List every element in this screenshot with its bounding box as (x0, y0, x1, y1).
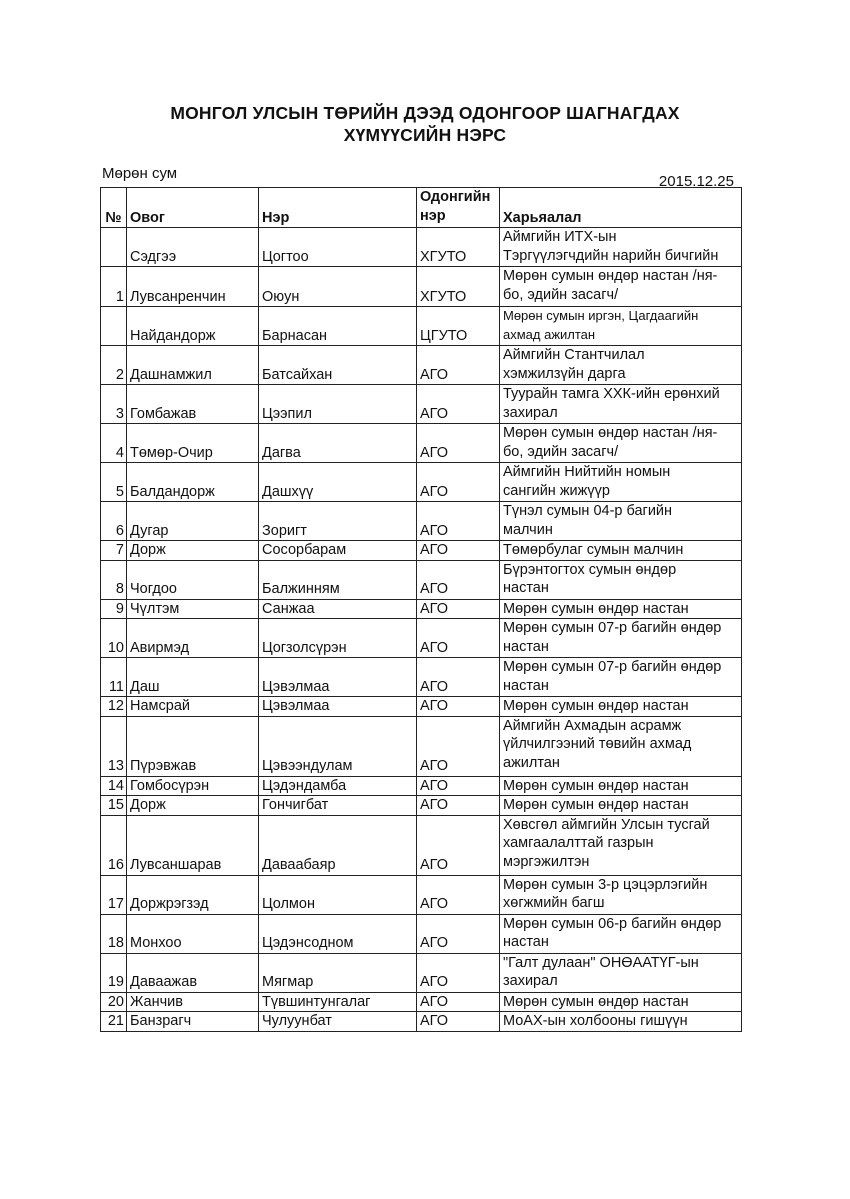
affiliation-line-1: Мөрөн сумын өндөр настан (503, 698, 689, 714)
table-row (101, 502, 742, 541)
cell-award: АГО (417, 658, 500, 697)
table-row (101, 541, 742, 561)
table-row (101, 619, 742, 658)
cell-affiliation (500, 992, 742, 1012)
cell-award: АГО (417, 541, 500, 561)
cell-affiliation (500, 424, 742, 463)
cell-name: Цэвээндулам (259, 716, 417, 776)
cell-number: 10 (101, 619, 127, 658)
cell-award: АГО (417, 424, 500, 463)
cell-surname: Чогдоо (127, 560, 259, 599)
table-row (101, 228, 742, 267)
table-row (101, 697, 742, 717)
cell-number: 11 (101, 658, 127, 697)
cell-number (101, 228, 127, 267)
cell-number: 19 (101, 953, 127, 992)
cell-award: АГО (417, 502, 500, 541)
cell-surname: Найдандорж (127, 307, 259, 346)
cell-affiliation (500, 228, 742, 267)
cell-award: ХГУТО (417, 228, 500, 267)
cell-surname: Гомбажав (127, 385, 259, 424)
cell-number: 16 (101, 815, 127, 875)
cell-surname: Дорж (127, 541, 259, 561)
cell-name: Цэвэлмаа (259, 658, 417, 697)
affiliation-line-1: Төмөрбулаг сумын малчин (503, 542, 684, 558)
subheader (100, 165, 740, 190)
cell-name: Цээпил (259, 385, 417, 424)
cell-number: 21 (101, 1012, 127, 1032)
cell-name: Гончигбат (259, 796, 417, 816)
cell-affiliation (500, 560, 742, 599)
affiliation-line-1: "Галт дулаан" ОНӨААТҮГ-ын (503, 954, 699, 971)
awardees-table (100, 187, 742, 1032)
cell-affiliation (500, 599, 742, 619)
cell-number: 14 (101, 776, 127, 796)
cell-number: 13 (101, 716, 127, 776)
cell-award: АГО (417, 560, 500, 599)
affiliation-line-3: мэргэжилтэн (503, 853, 590, 870)
cell-number: 5 (101, 463, 127, 502)
affiliation-line-2: захирал (503, 404, 558, 421)
cell-number: 8 (101, 560, 127, 599)
table-row (101, 875, 742, 914)
table-row (101, 1012, 742, 1032)
table-row (101, 385, 742, 424)
table-row (101, 658, 742, 697)
affiliation-line-1: Мөрөн сумын 06-р багийн өндөр (503, 915, 722, 932)
affiliation-line-2: үйлчилгээний төвийн ахмад (503, 736, 692, 752)
affiliation-line-1: Мөрөн сумын өндөр настан (503, 777, 689, 794)
table-header-row (101, 188, 742, 228)
affiliation-line-1: Туурайн тамга ХХК-ийн ерөнхий (503, 386, 720, 402)
cell-surname: Банзрагч (127, 1012, 259, 1032)
cell-affiliation (500, 796, 742, 816)
cell-name: Дашхүү (259, 463, 417, 502)
table-row (101, 463, 742, 502)
table-row (101, 796, 742, 816)
cell-surname: Дашнамжил (127, 346, 259, 385)
cell-affiliation (500, 953, 742, 992)
cell-award: АГО (417, 796, 500, 816)
cell-award: ХГУТО (417, 267, 500, 307)
affiliation-line-1: Мөрөн сумын өндөр настан /ня- (503, 268, 718, 284)
cell-number: 6 (101, 502, 127, 541)
cell-affiliation (500, 1012, 742, 1032)
cell-number: 7 (101, 541, 127, 561)
cell-name: Цолмон (259, 875, 417, 914)
affiliation-line-1: Мөрөн сумын өндөр настан (503, 993, 689, 1010)
cell-name: Даваабаяр (259, 815, 417, 875)
affiliation-line-1: Мөрөн сумын өндөр настан (503, 797, 689, 813)
affiliation-line-2: настан (503, 677, 549, 694)
cell-award: АГО (417, 599, 500, 619)
table-row (101, 307, 742, 346)
title-line-1: МОНГОЛ УЛСЫН ТӨРИЙН ДЭЭД ОДОНГООР ШАГНАГДАХ (170, 103, 680, 123)
cell-number: 12 (101, 697, 127, 717)
cell-name: Балжинням (259, 560, 417, 599)
affiliation-line-2: Тэргүүлэгчдийн нарийн бичгийн (503, 247, 719, 264)
table-row (101, 776, 742, 796)
affiliation-line-1: Мөрөн сумын өндөр настан /ня- (503, 425, 718, 441)
cell-award: АГО (417, 914, 500, 953)
cell-surname: Лувсанренчин (127, 267, 259, 307)
title-line-2: ХҮМҮҮСИЙН НЭРС (343, 125, 507, 145)
cell-award: АГО (417, 815, 500, 875)
cell-surname: Даш (127, 658, 259, 697)
affiliation-line-2: настан (503, 934, 549, 950)
cell-name: Сосорбарам (259, 541, 417, 561)
cell-surname: Пүрэвжав (127, 716, 259, 776)
cell-surname: Авирмэд (127, 619, 259, 658)
cell-affiliation (500, 619, 742, 658)
table-row (101, 716, 742, 776)
cell-affiliation (500, 914, 742, 953)
table-row (101, 599, 742, 619)
affiliation-line-2: хамгаалалттай газрын (503, 835, 654, 851)
affiliation-line-1: Түнэл сумын 04-р багийн (503, 503, 673, 519)
cell-number: 15 (101, 796, 127, 816)
cell-affiliation (500, 346, 742, 385)
document-title (0, 102, 850, 146)
cell-name: Оюун (259, 267, 417, 307)
cell-name: Чулуунбат (259, 1012, 417, 1032)
header-surname: Овог (127, 188, 259, 228)
table-row (101, 267, 742, 307)
cell-affiliation (500, 385, 742, 424)
affiliation-line-2: настан (503, 580, 549, 596)
cell-name: Батсайхан (259, 346, 417, 385)
table-row (101, 346, 742, 385)
affiliation-line-3: ажилтан (503, 754, 560, 771)
cell-name: Цогзолсүрэн (259, 619, 417, 658)
cell-award: АГО (417, 619, 500, 658)
cell-affiliation (500, 815, 742, 875)
affiliation-line-1: Хөвсгөл аймгийн Улсын тусгай (503, 816, 710, 833)
cell-affiliation (500, 776, 742, 796)
cell-award: АГО (417, 875, 500, 914)
header-affiliation: Харьяалал (500, 188, 742, 228)
cell-affiliation (500, 875, 742, 914)
header-award-line-2: нэр (420, 207, 446, 224)
cell-surname: Монхоо (127, 914, 259, 953)
cell-number: 17 (101, 875, 127, 914)
cell-affiliation (500, 267, 742, 307)
cell-award: АГО (417, 992, 500, 1012)
cell-name: Цогтоо (259, 228, 417, 267)
cell-number: 9 (101, 599, 127, 619)
cell-surname: Намсрай (127, 697, 259, 717)
table-row (101, 914, 742, 953)
cell-name: Мягмар (259, 953, 417, 992)
table-row (101, 424, 742, 463)
cell-surname: Даваажав (127, 953, 259, 992)
table-row (101, 815, 742, 875)
cell-affiliation (500, 502, 742, 541)
cell-surname: Гомбосүрэн (127, 776, 259, 796)
place-label: Мөрөн сум (102, 165, 178, 182)
affiliation-line-1: Аймгийн ИТХ-ын (503, 229, 617, 245)
affiliation-line-2: бо, эдийн засагч/ (503, 443, 619, 460)
cell-affiliation (500, 307, 742, 346)
cell-affiliation (500, 716, 742, 776)
affiliation-line-1: Аймгийн Ахмадын асрамж (503, 717, 682, 734)
cell-award: ЦГУТО (417, 307, 500, 346)
cell-number (101, 307, 127, 346)
cell-award: АГО (417, 716, 500, 776)
cell-number: 2 (101, 346, 127, 385)
affiliation-line-2: ахмад ажилтан (503, 326, 596, 342)
cell-award: АГО (417, 385, 500, 424)
header-number: № (101, 188, 127, 228)
affiliation-line-2: хэмжилзүйн дарга (503, 365, 626, 382)
affiliation-line-1: Аймгийн Нийтийн номын (503, 464, 671, 480)
cell-surname: Лувсаншарав (127, 815, 259, 875)
affiliation-line-2: сангийн жижүүр (503, 482, 610, 499)
table-row (101, 953, 742, 992)
table-row (101, 992, 742, 1012)
cell-surname: Сэдгээ (127, 228, 259, 267)
cell-award: АГО (417, 463, 500, 502)
cell-surname: Жанчив (127, 992, 259, 1012)
affiliation-line-1: Мөрөн сумын 07-р багийн өндөр (503, 620, 722, 636)
affiliation-line-1: Бүрэнтогтох сумын өндөр (503, 561, 677, 578)
cell-name: Дагва (259, 424, 417, 463)
header-award-line-1: Одонгийн (420, 189, 491, 205)
cell-surname: Чүлтэм (127, 599, 259, 619)
cell-award: АГО (417, 1012, 500, 1032)
cell-award: АГО (417, 346, 500, 385)
affiliation-line-2: хөгжмийн багш (503, 895, 605, 911)
cell-number: 1 (101, 267, 127, 307)
cell-affiliation (500, 697, 742, 717)
cell-affiliation (500, 658, 742, 697)
cell-award: АГО (417, 776, 500, 796)
affiliation-line-2: настан (503, 638, 549, 655)
document-date: 2015.12.25 (658, 173, 734, 190)
cell-name: Барнасан (259, 307, 417, 346)
cell-number: 20 (101, 992, 127, 1012)
table-row (101, 560, 742, 599)
affiliation-line-1: Мөрөн сумын 3-р цэцэрлэгийн (503, 876, 708, 893)
affiliation-line-1: Мөрөн сумын иргэн, Цагдаагийн (503, 308, 699, 323)
affiliation-line-1: Аймгийн Стантчилал (503, 347, 645, 363)
cell-affiliation (500, 541, 742, 561)
affiliation-line-2: малчин (503, 521, 553, 538)
cell-name: Санжаа (259, 599, 417, 619)
cell-name: Цэдэнсодном (259, 914, 417, 953)
cell-number: 18 (101, 914, 127, 953)
cell-affiliation (500, 463, 742, 502)
cell-name: Зоригт (259, 502, 417, 541)
affiliation-line-2: бо, эдийн засагч/ (503, 286, 619, 303)
cell-surname: Төмөр-Очир (127, 424, 259, 463)
affiliation-line-2: захирал (503, 973, 558, 989)
cell-award: АГО (417, 953, 500, 992)
affiliation-line-1: Мөрөн сумын өндөр настан (503, 600, 689, 617)
cell-surname: Доржрэгзэд (127, 875, 259, 914)
header-award (417, 188, 500, 228)
cell-name: Цэвэлмаа (259, 697, 417, 717)
cell-name: Түвшинтунгалаг (259, 992, 417, 1012)
cell-award: АГО (417, 697, 500, 717)
cell-surname: Балдандорж (127, 463, 259, 502)
affiliation-line-1: Мөрөн сумын 07-р багийн өндөр (503, 659, 722, 675)
affiliation-line-1: МоАХ-ын холбооны гишүүн (503, 1013, 688, 1029)
cell-surname: Дугар (127, 502, 259, 541)
header-name: Нэр (259, 188, 417, 228)
cell-number: 3 (101, 385, 127, 424)
cell-surname: Дорж (127, 796, 259, 816)
cell-name: Цэдэндамба (259, 776, 417, 796)
cell-number: 4 (101, 424, 127, 463)
